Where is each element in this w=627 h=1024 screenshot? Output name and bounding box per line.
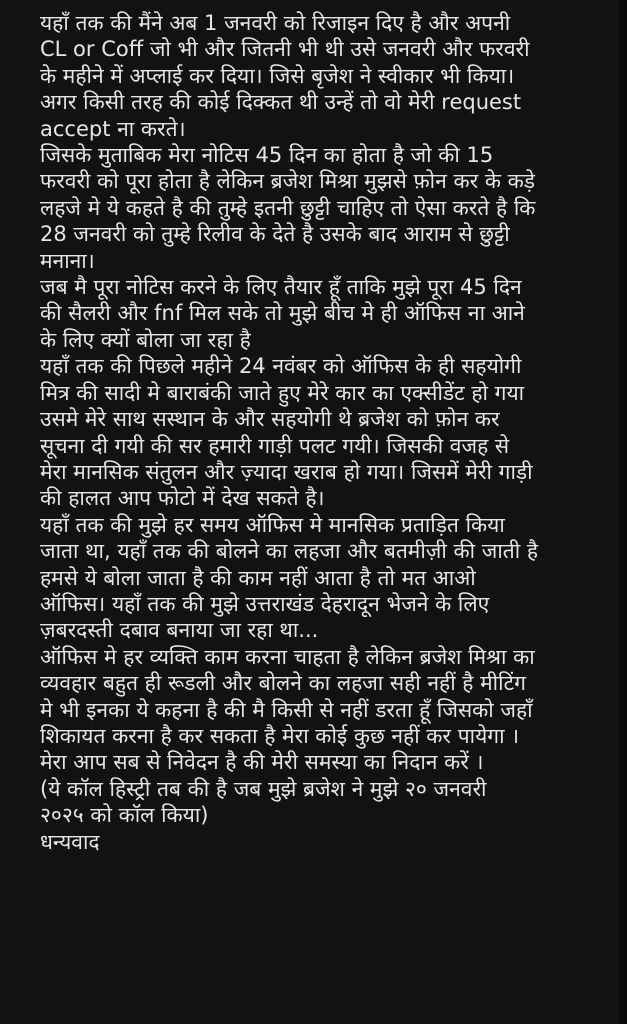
text-line: उसमे मेरे साथ सस्थान के और सहयोगी थे ब्रजेश को फ़ोन कर [40, 407, 500, 432]
text-line: लहजे मे ये कहते है की तुम्हे इतनी छुट्टी चाहिए तो ऐसा करते है कि [40, 195, 536, 220]
text-line: ऑफिस। यहाँ तक की मुझे उत्तराखंड देहरादून भेजने के लिए [40, 591, 490, 616]
text-line: २०२५ को कॉल किया) [40, 803, 209, 828]
text-line: जिसके मुताबिक मेरा नोटिस 45 दिन का होता है जो की 15 [40, 143, 494, 168]
text-line: accept ना करते। [40, 116, 186, 141]
text-line: धन्यवाद [40, 829, 100, 854]
text-line: मे भी इनका ये कहना है की मै किसी से नहीं डरता हूँ जिसको जहाँ [40, 697, 533, 722]
text-line: सूचना दी गयी की सर हमारी गाड़ी पलट गयी। जिसकी वजह से [40, 433, 510, 458]
text-line: CL or Coff जो भी और जितनी भी थी उसे जनवरी और फरवरी [40, 37, 530, 62]
scrollbar-track[interactable] [619, 0, 627, 1024]
text-line: ज़बरदस्ती दबाव बनाया जा रहा था... [40, 618, 319, 643]
text-line: अगर किसी तरह की कोई दिक्कत थी उन्हें तो वो मेरी request [40, 90, 522, 115]
text-line: मेरा मानसिक संतुलन और ज़्यादा खराब हो गया। जिसमें मेरी गाड़ी [40, 459, 533, 484]
text-line: के महीने में अप्लाई कर दिया। जिसे बृजेश ने स्वीकार भी किया। [40, 63, 515, 88]
text-line: की हालत आप फोटो में देख सकते है। [40, 486, 325, 511]
text-line: जब मै पूरा नोटिस करने के लिए तैयार हूँ ताकि मुझे पूरा 45 दिन [40, 275, 522, 300]
text-line: फरवरी को पूरा होता है लेकिन ब्रजेश मिश्रा मुझसे फ़ोन कर के कड़े [40, 169, 535, 194]
text-line: शिकायत करना है कर सकता है मेरा कोई कुछ नहीं कर पायेगा । [40, 723, 520, 748]
text-line: (ये कॉल हिस्ट्री तब की है जब मुझे ब्रजेश ने मुझे २० जनवरी [40, 776, 487, 801]
text-line: मित्र की सादी मे बाराबंकी जाते हुए मेरे कार का एक्सीडेंट हो गया [40, 380, 525, 405]
text-line: के लिए क्यों बोला जा रहा है [40, 327, 251, 352]
text-line: की सैलरी और fnf मिल सके तो मुझे बीच मे ही ऑफिस ना आने [40, 301, 525, 326]
text-line: ऑफिस मे हर व्यक्ति काम करना चाहता है लेकिन ब्रजेश मिश्रा का [40, 644, 535, 669]
text-line: मनाना। [40, 248, 95, 273]
text-line: मेरा आप सब से निवेदन है की मेरी समस्या का निदान करें । [40, 750, 484, 775]
text-line: हमसे ये बोला जाता है की काम नहीं आता है तो मत आओ [40, 565, 476, 590]
text-line: जाता था, यहाँ तक की बोलने का लहजा और बतमीज़ी की जाती है [40, 539, 538, 564]
text-line: यहाँ तक की मैंने अब 1 जनवरी को रिजाइन दिए है और अपनी [40, 11, 511, 35]
text-line: यहाँ तक की मुझे हर समय ऑफिस मे मानसिक प्रताड़ित किया [40, 512, 505, 537]
text-line: 28 जनवरी को तुम्हे रिलीव के देते है उसके बाद आराम से छुट्टी [40, 222, 510, 247]
text-line: व्यवहार बहुत ही रूडली और बोलने का लहजा सही नहीं है मीटिंग [40, 671, 526, 696]
text-line: यहाँ तक की पिछले महीने 24 नवंबर को ऑफिस के ही सहयोगी [40, 354, 522, 379]
